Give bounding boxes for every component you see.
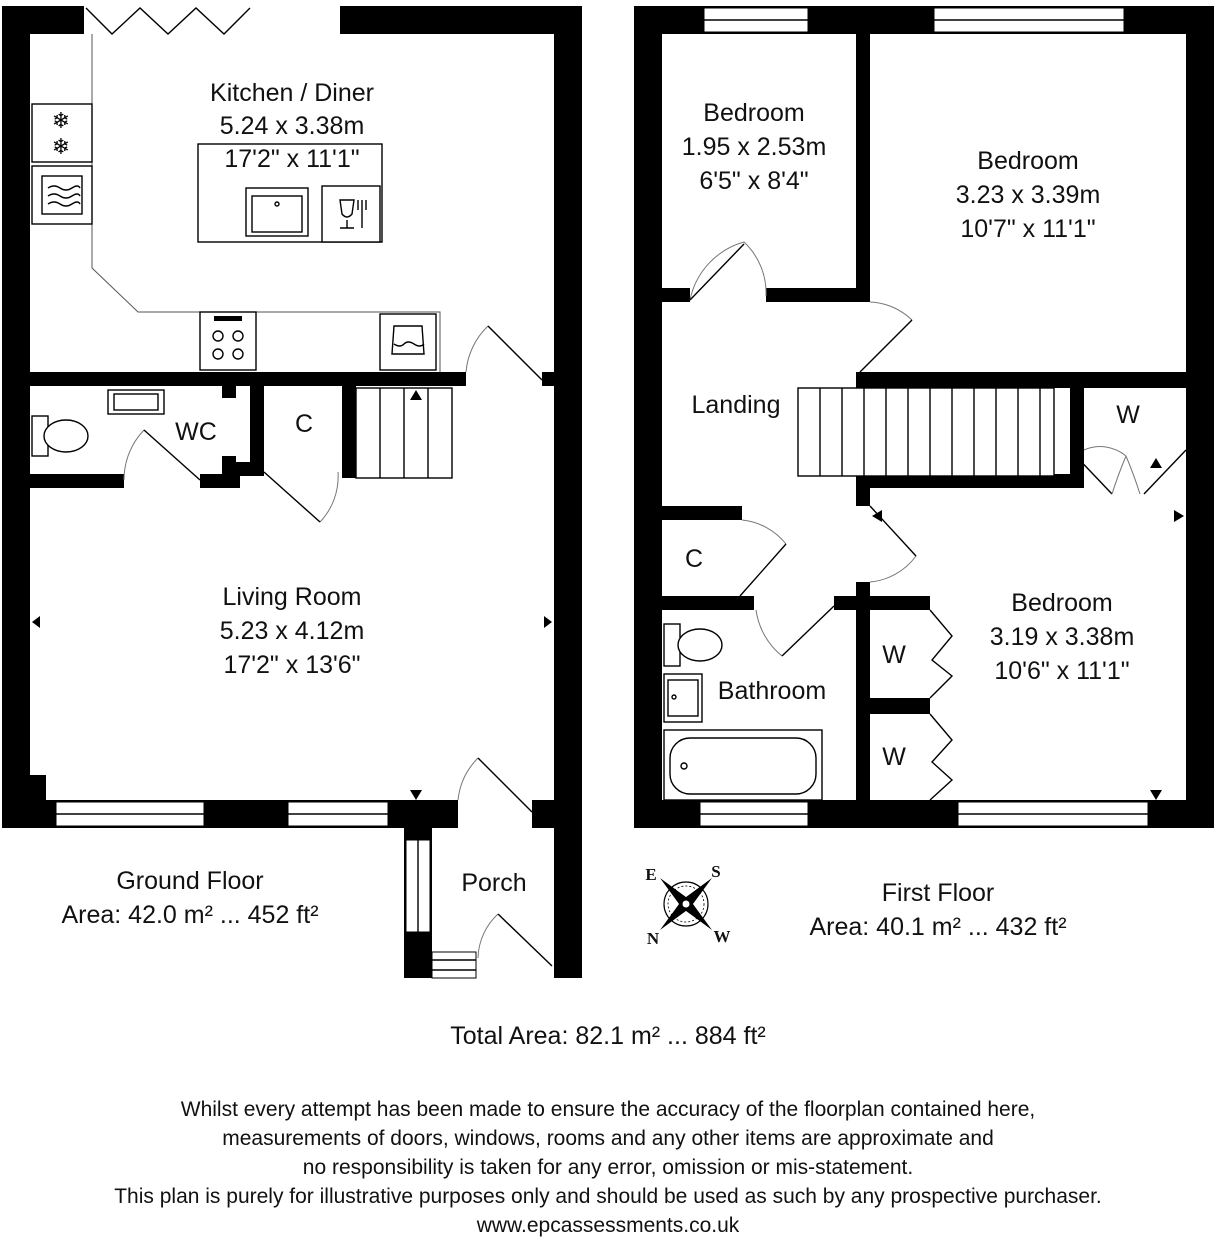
svg-text:❄: ❄: [51, 108, 71, 133]
gf-cupboard-name: C: [294, 410, 314, 438]
gf-wall-left: [2, 6, 30, 828]
bifold-door: [86, 8, 250, 34]
ff-wall-right: [1186, 6, 1214, 828]
sink-icon: [246, 188, 308, 236]
disclaimer-line: measurements of doors, windows, rooms and any other items are approximate and: [222, 1127, 994, 1150]
ff-door-bedroom-small: [690, 244, 744, 300]
first-floor-title: First Floor: [881, 879, 995, 907]
porch-wall-right: [554, 828, 582, 978]
ff-door-bedroom-large: [860, 320, 912, 372]
disclaimer: [0, 1095, 1216, 1240]
bedroom-small-imperial: 6'5" x 8'4": [699, 167, 809, 195]
bedroom-rear-imperial: 10'6" x 11'1": [994, 657, 1130, 685]
gf-wall-right-lower: [554, 386, 582, 828]
gf-door-kitchen: [488, 326, 542, 380]
wc-basin-icon: [108, 390, 164, 414]
bath-icon: [664, 730, 822, 800]
gf-wall-cupboard: [250, 386, 264, 472]
wardrobe-1-name: W: [882, 641, 906, 669]
gf-door-living-porch: [478, 758, 532, 812]
ff-cupboard-name: C: [684, 545, 704, 573]
kitchen-metric: 5.24 x 3.38m: [219, 112, 365, 140]
basin-icon: [664, 674, 702, 722]
wc-name: WC: [175, 418, 217, 446]
landing-name: Landing: [691, 391, 781, 419]
wardrobe-landing-name: W: [1116, 401, 1140, 429]
kitchen-name: Kitchen / Diner: [210, 79, 374, 107]
gf-wall-top-right: [340, 6, 582, 34]
disclaimer-line: no responsibility is taken for any error, omission or mis-statement.: [302, 1156, 914, 1179]
total-area: Total Area: 82.1 m² ... 884 ft²: [450, 1022, 766, 1050]
toilet-icon: [32, 416, 88, 456]
bedroom-small-metric: 1.95 x 2.53m: [681, 133, 827, 161]
bedroom-large-metric: 3.23 x 3.39m: [955, 181, 1101, 209]
ff-wall-bathroom: [856, 582, 870, 800]
living-metric: 5.23 x 4.12m: [219, 617, 365, 645]
disclaimer-line: Whilst every attempt has been made to ensure the accuracy of the floorplan contained here,: [180, 1098, 1036, 1121]
first-floor-area: Area: 40.1 m² ... 432 ft²: [809, 913, 1067, 941]
compass-n: N: [646, 929, 660, 948]
bedroom-large-name: Bedroom: [977, 147, 1079, 175]
compass-icon: [645, 862, 730, 948]
living-name: Living Room: [222, 583, 362, 611]
gf-wall-stairs: [342, 386, 356, 478]
dishwasher-icon: [322, 186, 380, 242]
freezer-icon: [32, 104, 92, 162]
ground-floor-title: Ground Floor: [116, 867, 264, 895]
kitchen-imperial: 17'2" x 11'1": [224, 145, 360, 173]
ff-wall-bedroom-landing: [856, 372, 1186, 388]
ff-staircase: [798, 388, 1054, 476]
gf-wall-wc-bottom: [2, 474, 124, 488]
gf-door-porch-front: [498, 914, 552, 966]
bedroom-small-name: Bedroom: [703, 99, 805, 127]
gf-wall-kitchen-living: [2, 372, 466, 386]
porch-name: Porch: [461, 869, 527, 897]
wardrobe-2-name: W: [882, 743, 906, 771]
gf-staircase: [356, 388, 452, 478]
compass-s: S: [711, 862, 721, 881]
compass-w: W: [713, 927, 731, 946]
bedroom-rear-metric: 3.19 x 3.38m: [989, 623, 1135, 651]
compass-e: E: [645, 865, 657, 884]
gf-wall-bottom-right: [532, 800, 582, 828]
gf-wall-right-upper: [554, 6, 582, 386]
hob-icon: [200, 312, 256, 370]
ground-floor-area: Area: 42.0 m² ... 452 ft²: [61, 901, 319, 929]
oven-icon: [380, 314, 436, 370]
ff-wall-left: [634, 6, 662, 828]
gf-wall-corner: [18, 775, 46, 805]
disclaimer-line: This plan is purely for illustrative purposes only and should be used as such by any prospective purchaser.: [114, 1185, 1102, 1208]
ff-door-bathroom: [782, 606, 834, 656]
bedroom-large-imperial: 10'7" x 11'1": [960, 215, 1096, 243]
toilet-icon: [664, 624, 722, 666]
svg-text:❄: ❄: [51, 134, 71, 159]
gf-door-cupboard: [264, 472, 320, 522]
washing-machine-icon: [32, 166, 92, 224]
ff-wall-bedrooms: [856, 34, 870, 302]
living-imperial: 17'2" x 13'6": [223, 651, 361, 679]
website-link[interactable]: www.epcassessments.co.uk: [476, 1214, 740, 1237]
ff-door-cupboard: [740, 544, 786, 596]
bedroom-rear-name: Bedroom: [1011, 589, 1113, 617]
bathroom-name: Bathroom: [717, 677, 827, 705]
